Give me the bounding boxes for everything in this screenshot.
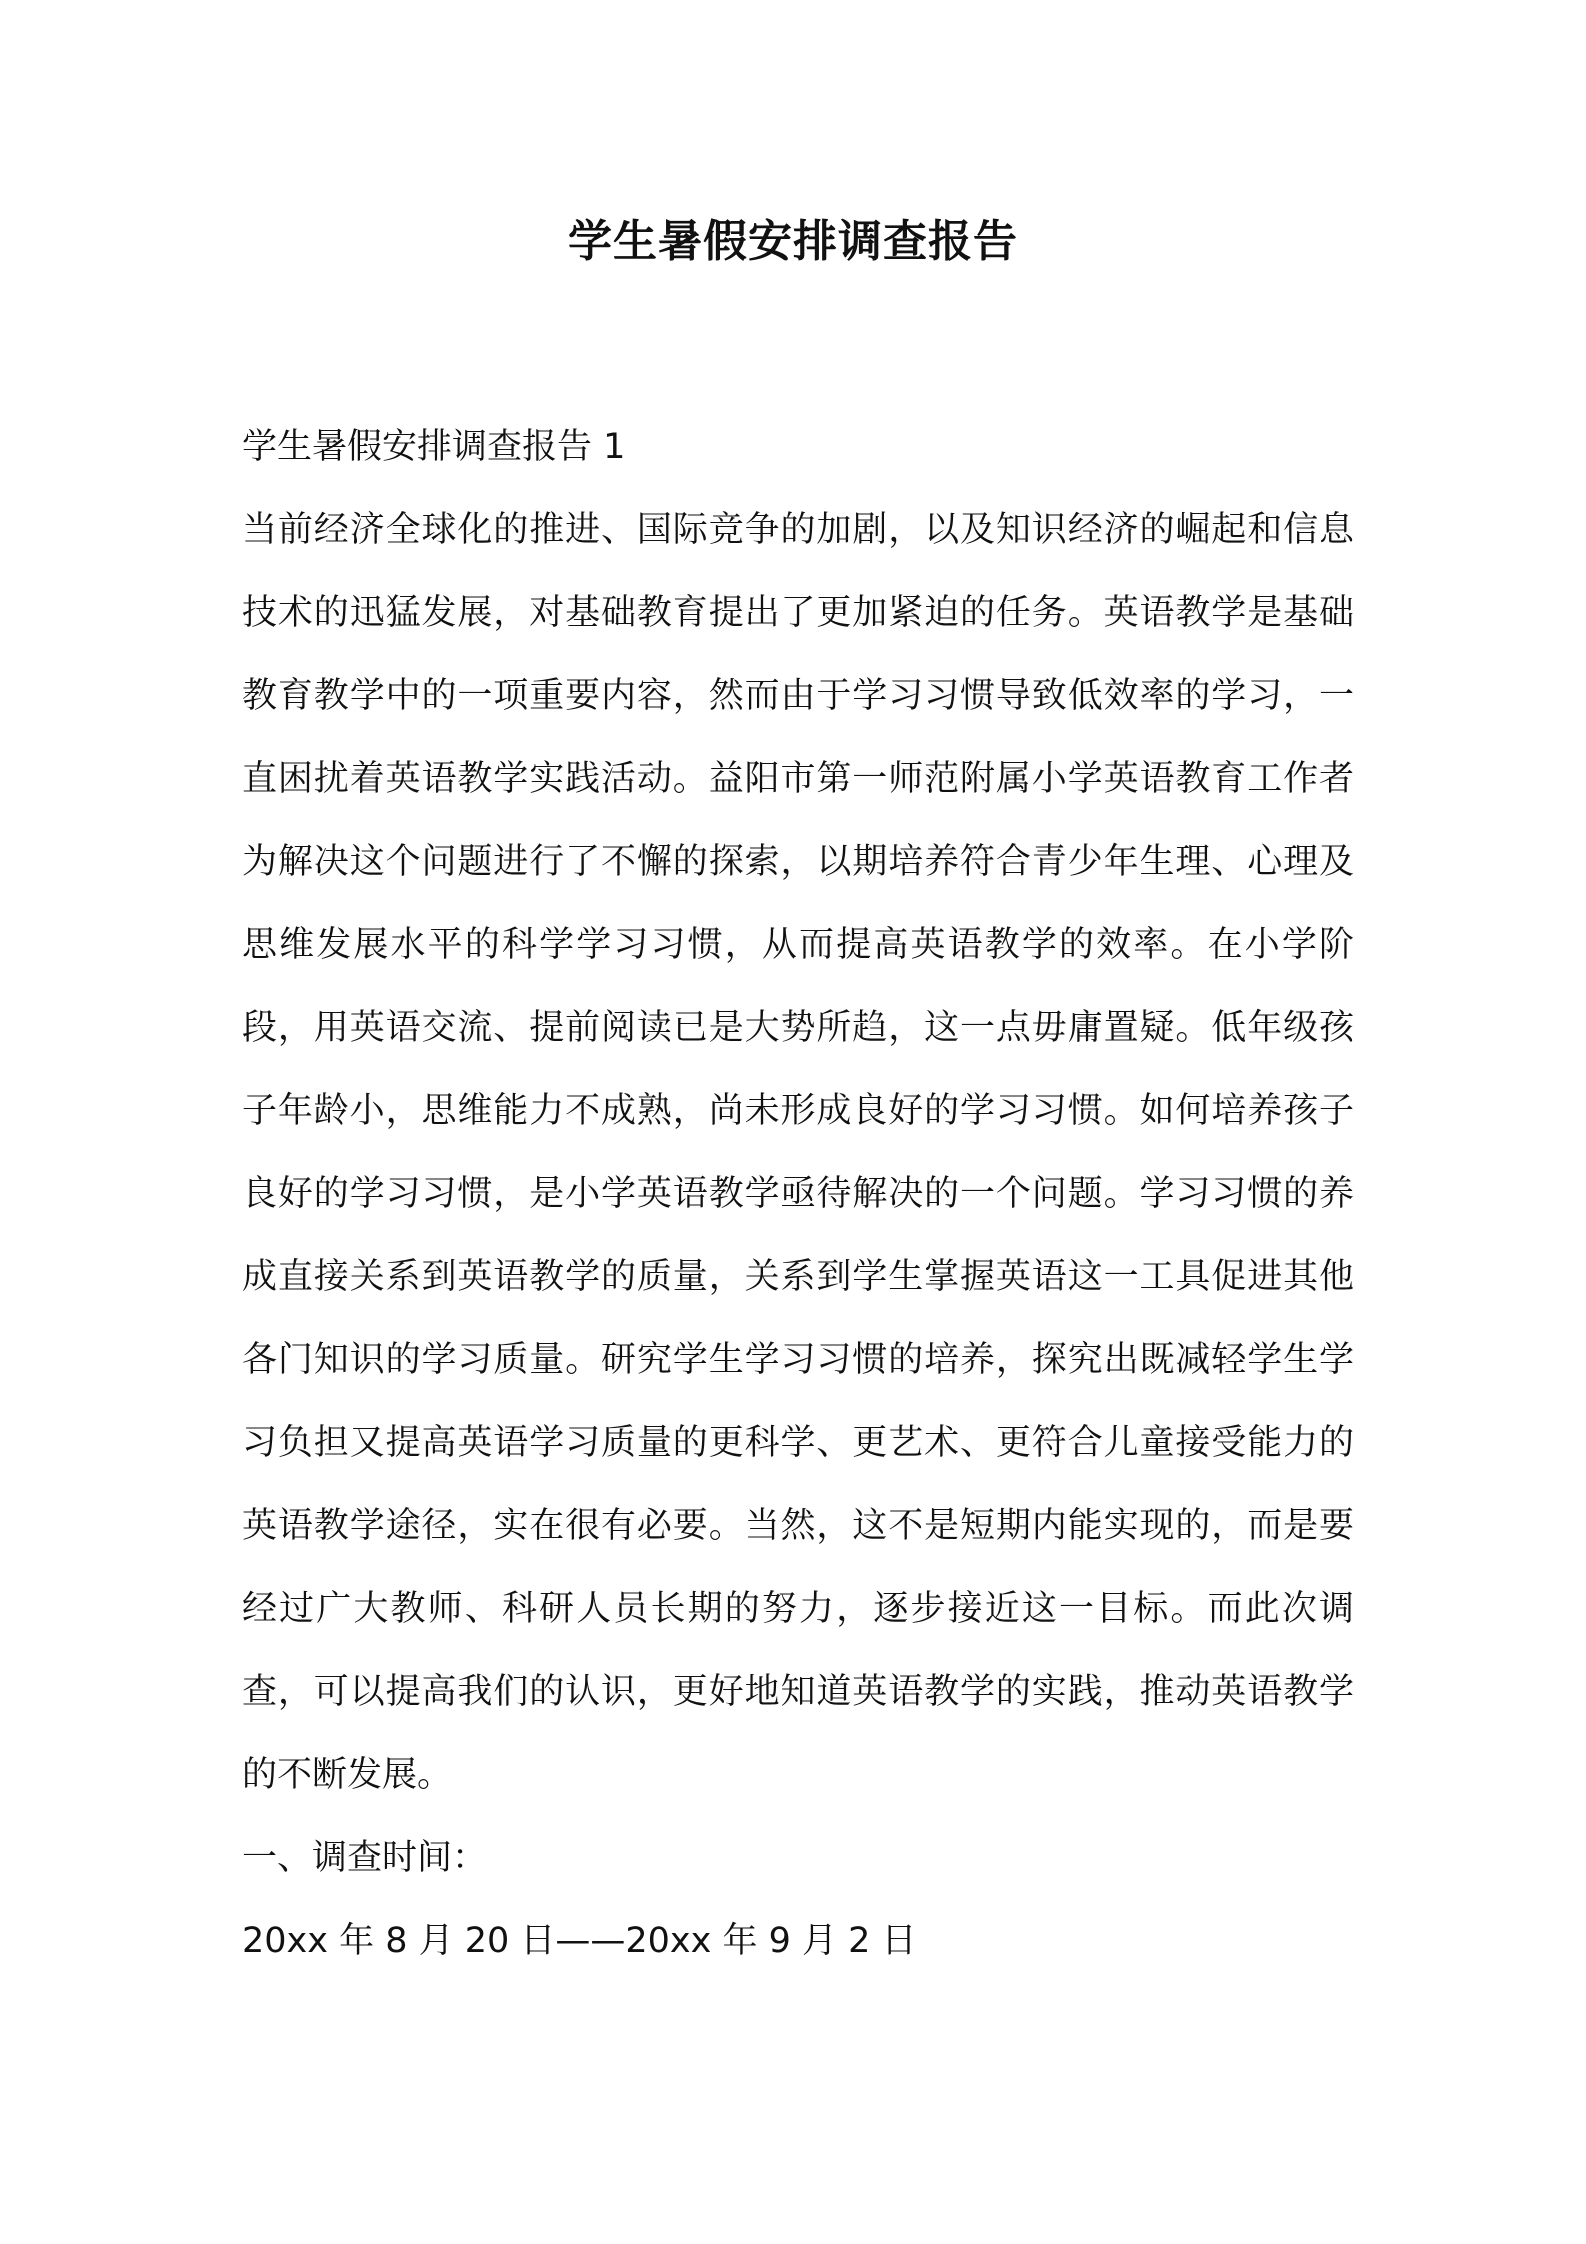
document-body (242, 406, 1354, 1983)
survey-date-range: 20xx 年 8 月 20 日——20xx 年 9 月 2 日 (242, 1921, 917, 1961)
section-heading: 学生暑假安排调查报告 1 (242, 427, 626, 467)
survey-time-heading: 一、调查时间： (242, 1838, 488, 1878)
body-paragraph: 当前经济全球化的推进、国际竞争的加剧，以及知识经济的崛起和信息技术的迅猛发展，对基础教育提出了更加紧迫的任务。英语教学是基础教育教学中的一项重要内容，然而由于学习习惯导致低效率的学习，一直困扰着英语教学实践活动。益阳市第一师范附属小学英语教育工作者为解决这个问题进行了不懈的探索，以期培养符合青少年生理、心理及思维发展水平的科学学习习惯，从而提高英语教学的效率。在小学阶段，用英语交流、提前阅读已是大势所趋，这一点毋庸置疑。低年级孩子年龄小，思维能力不成熟，尚未形成良好的学习习惯。如何培养孩子良好的学习习惯，是小学英语教学亟待解决的一个问题。学习习惯的养成直接关系到英语教学的质量，关系到学生掌握英语这一工具促进其他各门知识的学习质量。研究学生学习习惯的培养，探究出既减轻学生学习负担又提高英语学习质量的更科学、更艺术、更符合儿童接受能力的英语教学途径，实在很有必要。当然，这不是短期内能实现的，而是要经过广大教师、科研人员长期的努力，逐步接近这一目标。而此次调查，可以提高我们的认识，更好地知道英语教学的实践，推动英语教学的不断发展。 (242, 510, 1354, 1795)
document-title: 学生暑假安排调查报告 (568, 216, 1018, 267)
